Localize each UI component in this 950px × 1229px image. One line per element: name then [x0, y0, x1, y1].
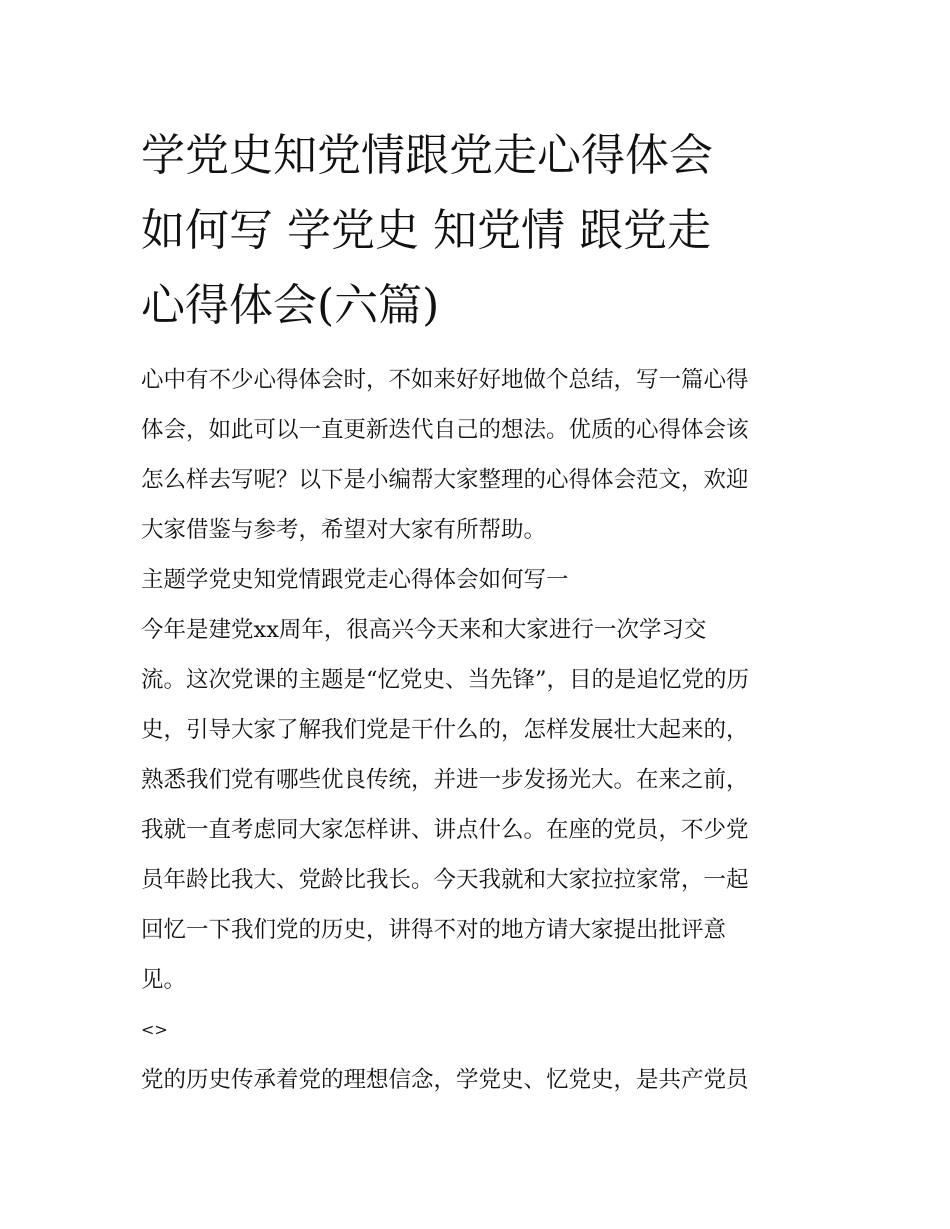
document-body	[141, 355, 818, 1105]
paragraph-intro: 心中有不少心得体会时，不如来好好地做个总结，写一篇心得 体会，如此可以一直更新迭代自己的想法。优质的心得体会该 怎么样去写呢？以下是小编帮大家整理的心得体会范文，欢迎 大家借鉴与参考，希望对大家有所帮助。	[141, 367, 749, 543]
paragraph-continued: 党的历史传承着党的理想信念，学党史、忆党史，是共产党员	[141, 1067, 749, 1093]
document-title: 学党史知党情跟党走心得体会 如何写 学党史 知党情 跟党走 心得体会(六篇)	[141, 130, 713, 331]
angle-bracket-marker: <>	[141, 1020, 168, 1039]
paragraph-main: 今年是建党xx周年，很高兴今天来和大家进行一次学习交 流。这次党课的主题是“忆党史、当先锋”，目的是追忆党的历 史，引导大家了解我们党是干什么的，怎样发展壮大起来的， 熟悉我们党有哪些优良传统，并进一步发扬光大。在来之前， 我就一直考虑同大家怎样讲、讲点什么。在座的党员，不少党 员年龄比我大、党龄比我长。今天我就和大家拉拉家常，一起 回忆一下我们党的历史，讲得不对的地方请大家提出批评意 见。	[141, 617, 750, 993]
section-heading: 主题学党史知党情跟党走心得体会如何写一	[141, 567, 569, 593]
